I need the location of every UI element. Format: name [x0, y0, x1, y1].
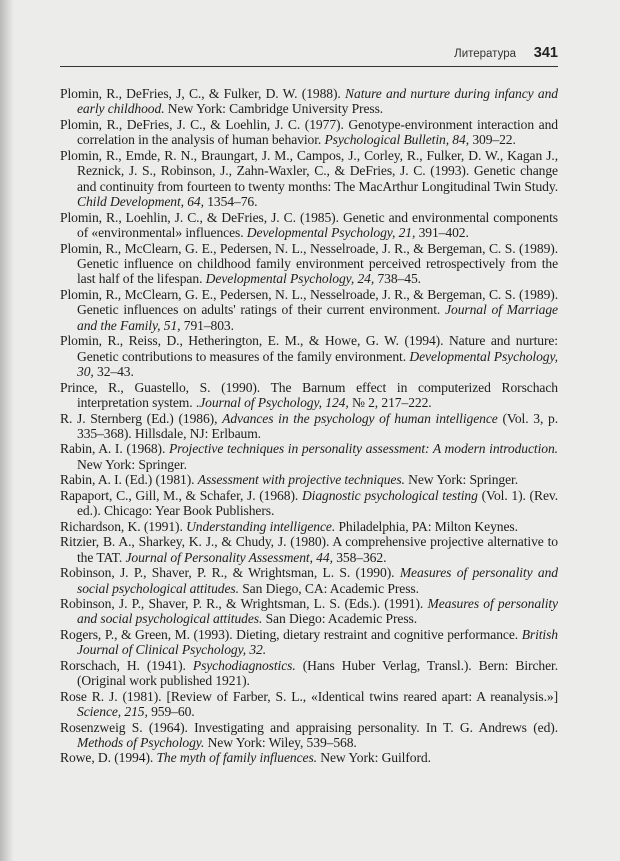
reference-text: 358–362. — [332, 549, 387, 565]
reference-text: Robinson, J. P., Shaver, P. R., & Wrightsman, L. S. (Eds.). (1991). — [60, 595, 428, 611]
reference-title-italic: Projective techniques in personality assessment: A modern introduction. — [168, 441, 558, 457]
reference-title-italic: Journal of Marriage and the Family, 51, — [77, 302, 558, 333]
reference-title-italic: Child Development, 64, — [77, 194, 204, 210]
reference-text: 1354–76. — [203, 194, 258, 210]
reference-entry — [60, 148, 558, 210]
reference-text: 309–22. — [469, 132, 516, 148]
reference-entry — [60, 519, 558, 534]
reference-text: San Diego: Academic Press. — [262, 611, 418, 627]
reference-text: № 2, 217–222. — [348, 395, 432, 411]
reference-title-italic: Diagnostic psychological testing — [301, 487, 478, 503]
running-title: Литература — [454, 48, 516, 60]
reference-text: Plomin, R., Loehlin, J. C., & DeFries, J. C. (1985). Genetic and environmental components of «environmental» influences. — [60, 209, 558, 241]
reference-title-italic: Measures of personality and social psychological attitudes. — [77, 565, 558, 596]
reference-text: Rapaport, C., Gill, M., & Schafer, J. (1968). — [60, 487, 302, 503]
reference-entry — [60, 720, 558, 751]
reference-text: San Diego, CA: Academic Press. — [238, 580, 419, 596]
reference-text: Richardson, K. (1991). — [60, 518, 187, 534]
reference-text: 738–45. — [374, 271, 421, 287]
reference-list — [60, 86, 558, 766]
reference-text: Rabin, A. I. (1968). — [60, 441, 169, 457]
reference-text: 32–43. — [93, 364, 134, 380]
reference-entry — [60, 596, 558, 627]
reference-entry — [60, 241, 558, 287]
reference-entry — [60, 488, 558, 519]
reference-entry — [60, 472, 558, 487]
reference-entry — [60, 658, 558, 689]
reference-text: 791–803. — [180, 317, 234, 333]
reference-entry — [60, 117, 558, 148]
reference-text: Robinson, J. P., Shaver, P. R., & Wrightsman, L. S. (1990). — [60, 565, 400, 581]
reference-entry — [60, 411, 558, 442]
reference-title-italic: Journal of Personality Assessment, 44, — [125, 549, 333, 565]
reference-text: Plomin, R., Emde, R. N., Braungart, J. M., Campos, J., Corley, R., Fulker, D. W., Kagan J., Reznick, J. S., Robinson, J., Zahn-Waxler, C., & DeFries, J. C. (1993). Genetic change and continuity from fourteen to twenty months: The MacArthur Longitudinal Twin Study. — [60, 147, 558, 194]
reference-text: New York: Cambridge University Press. — [164, 101, 384, 117]
reference-entry — [60, 750, 558, 765]
reference-text: New York: Springer. — [404, 472, 519, 488]
reference-text: (Vol. 1). (Rev. ed.). Chicago: Year Book Publishers. — [77, 487, 558, 519]
reference-entry — [60, 210, 558, 241]
reference-entry — [60, 565, 558, 596]
reference-text: 959–60. — [147, 704, 195, 720]
reference-text: Philadelphia, PA: Milton Keynes. — [335, 518, 518, 534]
reference-entry — [60, 534, 558, 565]
page-number: 341 — [533, 45, 558, 61]
reference-title-italic: British Journal of Clinical Psychology, 32. — [77, 626, 558, 658]
reference-entry — [60, 627, 558, 658]
reference-title-italic: The myth of family influences. — [156, 750, 317, 766]
reference-title-italic: Assessment with projective techniques. — [197, 472, 405, 488]
reference-text: Plomin, R., McClearn, G. E., Pedersen, N. L., Nesselroade, J. R., & Bergeman, C. S. (1989). Genetic influence on childhood family environment perceived retrospectively from the last half of the lifespan. — [60, 240, 558, 287]
reference-text: (Vol. 3, p. 335–368). Hillsdale, NJ: Erlbaum. — [77, 410, 558, 441]
reference-text: Prince, R., Guastello, S. (1990). The Barnum effect in computerized Rorschach interpretation system. . — [60, 379, 558, 411]
reference-entry — [60, 380, 558, 411]
reference-title-italic: Nature and nurture during infancy and early childhood. — [77, 86, 559, 117]
reference-title-italic: Science, 215, — [77, 704, 148, 720]
reference-title-italic: Understanding intelligence. — [186, 518, 336, 534]
reference-text: Rogers, P., & Green, M. (1993). Dieting, dietary restraint and cognitive performance. — [60, 626, 522, 642]
reference-text: New York: Wiley, 539–568. — [204, 735, 357, 751]
scan-page-edge — [0, 0, 14, 861]
reference-text: Plomin, R., DeFries, J. C., & Loehlin, J. C. (1977). Genotype-environment interaction and correlation in the analysis of human behavior. — [60, 116, 558, 148]
reference-text: 391–402. — [415, 225, 469, 241]
reference-text: Rabin, A. I. (Ed.) (1981). — [60, 472, 198, 488]
reference-text: Plomin, R., DeFries, J, C., & Fulker, D. W. (1988). — [60, 86, 346, 101]
reference-text: Plomin, R., McClearn, G. E., Pedersen, N. L., Nesselroade, J. R., & Bergeman, C. S. (1989). Genetic influences on adults' ratings of their current environment. — [60, 286, 558, 318]
reference-entry — [60, 441, 558, 472]
reference-title-italic: Journal of Psychology, 124, — [199, 395, 349, 411]
reference-entry — [60, 86, 558, 117]
reference-text: New York: Guilford. — [316, 750, 431, 766]
reference-text: Rorschach, H. (1941). — [60, 657, 193, 673]
reference-text: Rowe, D. (1994). — [60, 750, 157, 766]
running-header — [60, 46, 558, 67]
reference-entry — [60, 333, 558, 379]
reference-text: Plomin, R., Reiss, D., Hetherington, E. M., & Howe, G. W. (1994). Nature and nurture: Genetic contributions to measures of the family environment. — [60, 333, 558, 364]
reference-title-italic: Developmental Psychology, 30, — [77, 348, 558, 380]
reference-title-italic: Psychological Bulletin, 84, — [324, 132, 470, 148]
reference-title-italic: Developmental Psychology, 24, — [205, 271, 375, 287]
reference-title-italic: Psychodiagnostics. — [192, 657, 296, 673]
reference-text: Ritzier, B. A., Sharkey, K. J., & Chudy, J. (1980). A comprehensive projective alternative to the TAT. — [60, 534, 558, 565]
reference-entry — [60, 287, 558, 333]
reference-text: New York: Springer. — [77, 456, 187, 472]
reference-title-italic: Developmental Psychology, 21, — [246, 225, 416, 241]
reference-entry — [60, 689, 558, 720]
reference-text: R. J. Sternberg (Ed.) (1986), — [60, 410, 223, 426]
reference-title-italic: Methods of Psychology. — [77, 735, 205, 751]
reference-title-italic: Measures of personality and social psychological attitudes. — [77, 595, 558, 627]
reference-text: (Hans Huber Verlag, Transl.). Bern: Bircher. (Original work published 1921). — [77, 657, 558, 689]
reference-text: Rose R. J. (1981). [Review of Farber, S. L., «Identical twins reared apart: A reanalysis.»] — [60, 688, 558, 704]
reference-title-italic: Advances in the psychology of human intelligence — [222, 410, 498, 426]
reference-text: Rosenzweig S. (1964). Investigating and appraising personality. In T. G. Andrews (ed). — [60, 719, 558, 735]
